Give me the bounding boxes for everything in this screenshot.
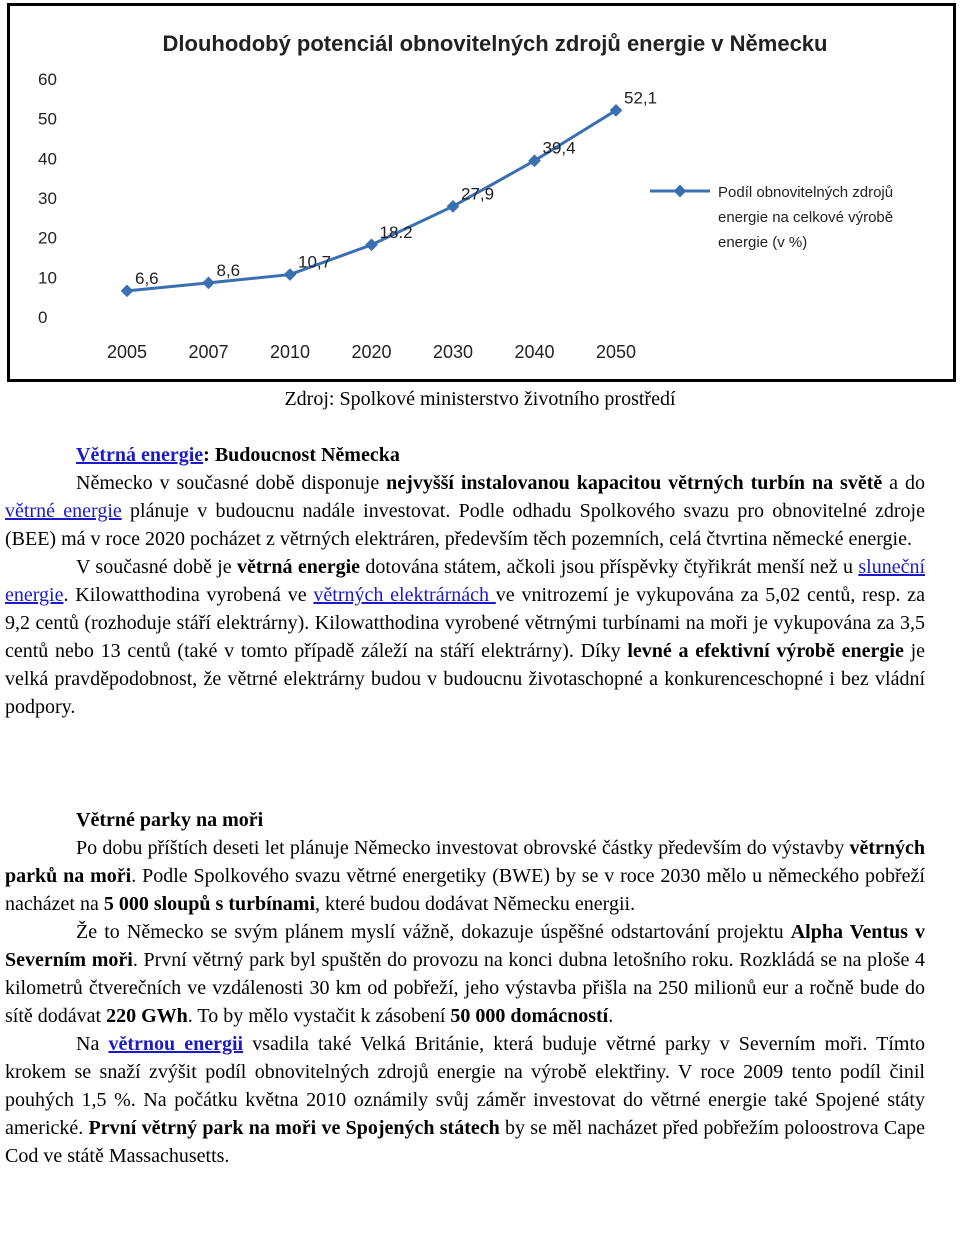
text-span: by se měl nacházet před pobřežím poloostrova Cape Cod ve státě Massachusetts. bbox=[5, 1117, 926, 1167]
data-label: 39,4 bbox=[542, 138, 576, 158]
legend-label: Podíl obnovitelných zdrojů bbox=[718, 184, 894, 201]
text-span: Že to Německo se svým plánem myslí vážně, dokazuje úspěšné odstartování projektu bbox=[76, 921, 791, 943]
text-span: . První větrný park byl spuštěn do provozu na konci dubna letošního roku. Rozkládá se na ploše 4 kilometrů čtverečních ve vzdálenosti 30 km od pobřeží, jeho výstavba přišla na 250 milionů eur a ročně bude do sítě dodávat bbox=[5, 949, 926, 1027]
text-span: . Podle Spolkového svazu větrné energetiky (BWE) by se v roce 2030 mělo u německého pobřeží nacházet na bbox=[5, 865, 925, 915]
bold-span: levné a efektivní výrobě energie bbox=[627, 640, 904, 662]
link-wind-energy-2[interactable]: větrnou energii bbox=[108, 1033, 244, 1055]
data-point-marker bbox=[202, 277, 215, 290]
text-span: . Kilowatthodina vyrobená ve bbox=[63, 584, 314, 606]
text-span: je velká pravděpodobnost, že větrné elektrárny budou v budoucnu životaschopné a konkurenceschopné i bez vládní podpory. bbox=[5, 640, 925, 718]
text-span: . To by mělo vystačit k zásobení bbox=[187, 1005, 451, 1027]
section2-heading: Větrné parky na moři bbox=[76, 809, 264, 831]
section1-paragraph-2 bbox=[5, 553, 925, 721]
y-tick-label: 60 bbox=[38, 70, 57, 89]
chart-source-caption: Zdroj: Spolkové ministerstvo životního prostředí bbox=[284, 388, 676, 410]
y-tick-label: 50 bbox=[38, 109, 57, 129]
link-wind-energy[interactable]: větrné energie bbox=[5, 500, 122, 522]
x-tick-label: 2020 bbox=[351, 342, 392, 362]
section2-paragraph-1 bbox=[5, 834, 925, 918]
section1-heading bbox=[5, 441, 925, 469]
bold-span: 50 000 domácností bbox=[450, 1005, 609, 1027]
x-tick-label: 2005 bbox=[106, 342, 148, 362]
section2-paragraph-2 bbox=[5, 918, 925, 1030]
text-span: a do bbox=[882, 472, 925, 494]
y-tick-label: 10 bbox=[38, 268, 57, 288]
x-tick-label: 2040 bbox=[514, 342, 555, 362]
data-point-marker bbox=[284, 268, 297, 281]
text-span: vsadila také Velká Británie, která buduje větrné parky v Severním moři. Tímto krokem se snaží zvýšit podíl obnovitelných zdrojů energie na výrobě elektřiny. V roce 2009 tento podíl činil pouhých 1,5 %. Na počátku května 2010 oznámily svůj záměr investovat do větrné energie také Spojené státy americké. bbox=[5, 1033, 926, 1139]
x-tick-label: 2050 bbox=[595, 342, 637, 362]
link-wind-energy-heading[interactable]: Větrná energie bbox=[76, 444, 204, 466]
bold-span: Alpha Ventus v Severním moři bbox=[5, 921, 926, 971]
chart-title: Dlouhodobý potenciál obnovitelných zdrojů energie v Německu bbox=[162, 31, 828, 56]
y-tick-label: 20 bbox=[38, 228, 57, 248]
link-solar-energy[interactable]: sluneční energie bbox=[5, 556, 926, 606]
text-span: . bbox=[608, 1005, 614, 1027]
bold-span: První větrný park na moři ve Spojených státech bbox=[88, 1117, 500, 1139]
x-tick-label: 2007 bbox=[188, 342, 229, 362]
data-label: 6,6 bbox=[135, 268, 159, 288]
data-label: 52,1 bbox=[624, 88, 658, 108]
legend-label: energie na celkové výrobě bbox=[718, 209, 894, 226]
bold-span: 220 GWh bbox=[106, 1005, 188, 1027]
bold-span: 5 000 sloupů s turbínami bbox=[103, 893, 315, 915]
link-wind-power-plants[interactable]: větrných elektrárnách bbox=[313, 584, 496, 606]
data-point-marker bbox=[447, 200, 460, 213]
section1-paragraph-1 bbox=[5, 469, 925, 553]
text-span: , které budou dodávat Německu energii. bbox=[315, 893, 636, 915]
text-span: Německo v současné době disponuje bbox=[76, 472, 387, 494]
data-label: 18.2 bbox=[379, 222, 413, 242]
section-offshore-parks bbox=[5, 806, 925, 1170]
text-span: plánuje v budoucnu nadále investovat. Podle odhadu Spolkového svazu pro obnovitelné zdroje (BEE) má v roce 2020 pocházet z větrných elektráren, především těch pozemních, celá čtvrtina německé energie. bbox=[5, 500, 925, 550]
series-line bbox=[127, 110, 616, 290]
data-label: 27,9 bbox=[461, 184, 495, 204]
bold-span: nejvyšší instalovanou kapacitou větrných turbín na světě bbox=[386, 472, 883, 494]
text-span: Na bbox=[76, 1033, 109, 1055]
section-wind-energy bbox=[5, 441, 925, 721]
y-tick-label: 40 bbox=[38, 149, 57, 169]
bold-span: větrná energie bbox=[236, 556, 361, 578]
y-tick-label: 0 bbox=[38, 308, 48, 327]
text-span: ve vnitrozemí je vykupována za 5,02 centů, resp. za 9,2 centů (rozhoduje stáří elektrárny). Kilowatthodina vyrobené větrnými turbínami na moři je vykupována za 3,5 centů nebo 13 centů (také v tomto případě záleží na stáří elektrárny). Díky bbox=[5, 584, 926, 662]
chart-figure bbox=[7, 3, 956, 382]
bold-span: větrných parků na moři bbox=[5, 837, 925, 887]
text-span: dotována státem, ačkoli jsou příspěvky čtyřikrát menší než u bbox=[360, 556, 859, 578]
data-point-marker bbox=[121, 284, 134, 297]
chart-canvas bbox=[10, 6, 953, 379]
text-span: Po dobu příštích deseti let plánuje Německo investovat obrovské částky především do výstavby bbox=[76, 837, 850, 859]
x-tick-label: 2010 bbox=[269, 342, 311, 362]
section2-paragraph-3 bbox=[5, 1030, 925, 1170]
y-tick-label: 30 bbox=[38, 189, 57, 208]
section1-heading-rest: : Budoucnost Německa bbox=[203, 444, 400, 466]
legend-label: energie (v %) bbox=[718, 234, 808, 251]
data-point-marker bbox=[365, 238, 378, 251]
data-label: 8,6 bbox=[216, 260, 241, 280]
legend-marker bbox=[674, 185, 687, 198]
text-span: V současné době je bbox=[76, 556, 237, 578]
data-label: 10,7 bbox=[298, 252, 332, 272]
x-tick-label: 2030 bbox=[432, 342, 474, 362]
